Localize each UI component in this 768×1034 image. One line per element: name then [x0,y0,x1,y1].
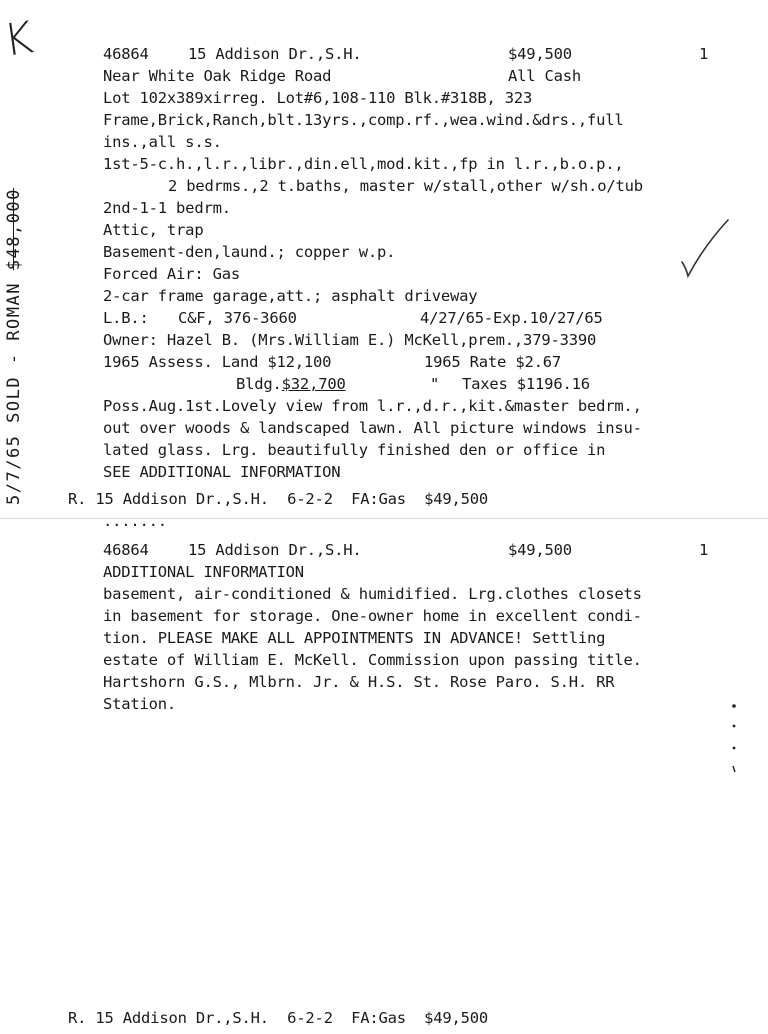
stray-dots-icon [726,700,740,776]
additional-price: $49,500 [508,541,572,559]
bldg-value: $32,700 [281,375,346,393]
bldg-label: Bldg. [236,375,282,393]
listing-location: Near White Oak Ridge Road [103,67,332,85]
attic: Attic, trap [103,221,204,239]
check-mark-icon [676,218,732,280]
additional-text-1: basement, air-conditioned & humidified. Lrg.clothes closets [103,585,642,603]
tax-rate: 1965 Rate $2.67 [424,353,561,371]
additional-listing-number: 46864 [103,541,149,559]
assessment-land: 1965 Assess. Land $12,100 [103,353,332,371]
assessment-building [236,374,346,394]
summary-line: R. 15 Addison Dr.,S.H. 6-2-2 FA:Gas $49,500 [68,490,489,508]
handwritten-initial: K [0,12,37,67]
additional-text-5: Hartshorn G.S., Mlbrn. Jr. & H.S. St. Rose Paro. S.H. RR [103,673,615,691]
ditto-mark: " [430,375,440,393]
listing-address: 15 Addison Dr.,S.H. [188,45,362,63]
remarks-line-2: out over woods & landscaped lawn. All picture windows insu- [103,419,642,437]
listing-terms: All Cash [508,67,582,85]
listing-dates: 4/27/65-Exp.10/27/65 [420,309,603,327]
basement: Basement-den,laund.; copper w.p. [103,243,396,261]
sold-price: $48,000 [4,188,24,271]
listing-number: 46864 [103,45,149,63]
listing-broker-label: L.B.: [103,309,149,327]
construction-line-2: ins.,all s.s. [103,133,222,151]
sold-buyer: SOLD - ROMAN [4,282,24,423]
garage: 2-car frame garage,att.; asphalt driveway [103,287,478,305]
listing-broker: C&F, 376-3660 [178,309,297,327]
taxes: Taxes $1196.16 [462,375,590,393]
lot-info: Lot 102x389xirreg. Lot#6,108-110 Blk.#318B, 323 [103,89,533,107]
second-floor: 2nd-1-1 bedrm. [103,199,231,217]
first-floor-line-1: 1st-5-c.h.,l.r.,libr.,din.ell,mod.kit.,fp in l.r.,b.o.p., [103,155,624,173]
additional-text-4: estate of William E. McKell. Commission upon passing title. [103,651,642,669]
additional-heading: ADDITIONAL INFORMATION [103,563,304,581]
additional-page-number: 1 [699,541,709,559]
listing-page-number: 1 [699,45,709,63]
additional-text-6: Station. [103,695,177,713]
sold-date: 5/7/65 [4,434,24,505]
additional-address: 15 Addison Dr.,S.H. [188,541,362,559]
sold-annotation [4,188,24,505]
bottom-summary-line: R. 15 Addison Dr.,S.H. 6-2-2 FA:Gas $49,500 [68,1009,489,1027]
separator-dots: ....... [103,512,167,530]
listing-price: $49,500 [508,45,572,63]
construction-line-1: Frame,Brick,Ranch,blt.13yrs.,comp.rf.,wea.wind.&drs.,full [103,111,624,129]
additional-text-2: in basement for storage. One-owner home in excellent condi- [103,607,642,625]
owner-info: Owner: Hazel B. (Mrs.William E.) McKell,prem.,379-3390 [103,331,597,349]
first-floor-line-2: 2 bedrms.,2 t.baths, master w/stall,other w/sh.o/tub [168,177,643,195]
remarks-line-1: Poss.Aug.1st.Lovely view from l.r.,d.r.,kit.&master bedrm., [103,397,642,415]
remarks-line-3: lated glass. Lrg. beautifully finished den or office in [103,441,606,459]
heating: Forced Air: Gas [103,265,240,283]
see-additional-info: SEE ADDITIONAL INFORMATION [103,463,341,481]
additional-text-3: tion. PLEASE MAKE ALL APPOINTMENTS IN ADVANCE! Settling [103,629,606,647]
